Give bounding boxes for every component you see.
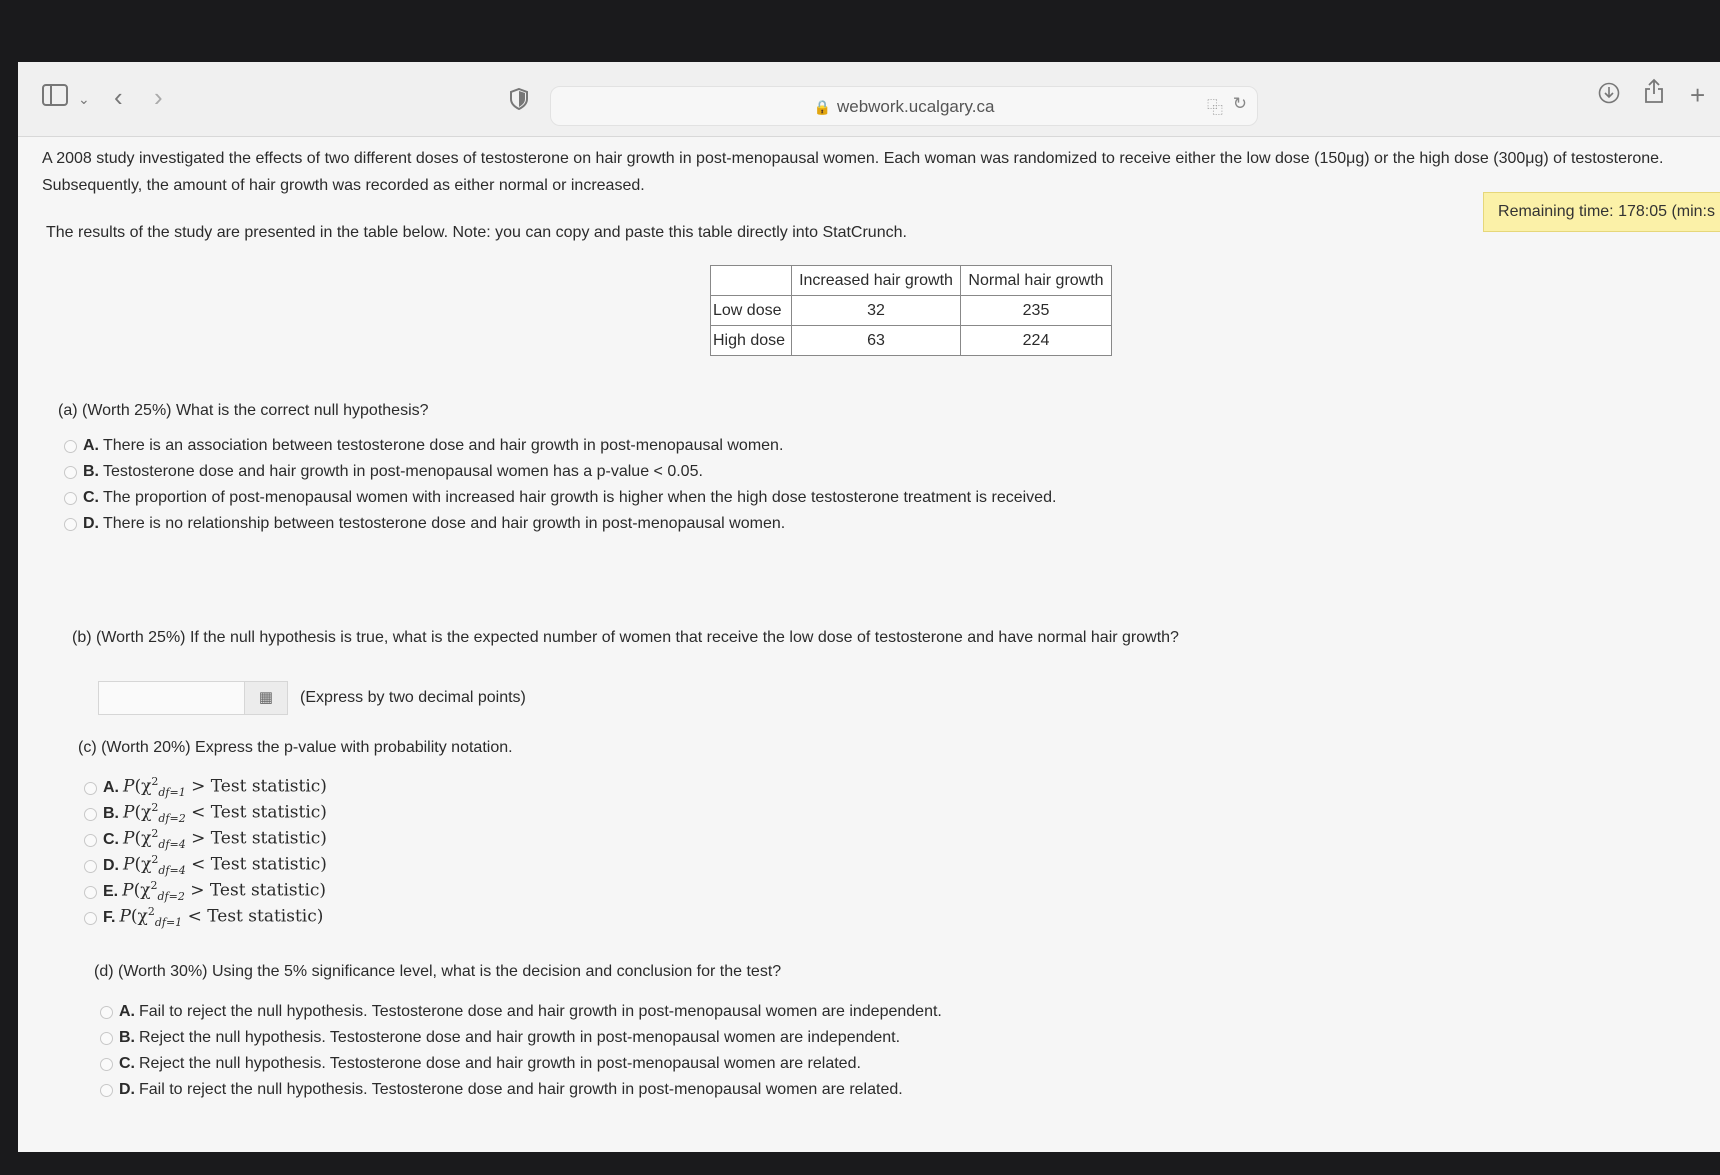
radio-button[interactable] — [84, 912, 97, 925]
radio-button[interactable] — [84, 808, 97, 821]
browser-toolbar — [18, 62, 1720, 137]
forward-icon[interactable]: › — [154, 82, 163, 112]
radio-button[interactable] — [64, 440, 77, 453]
question-a-options — [64, 433, 1056, 537]
option-c-A[interactable]: A. $P(\chi^2_{df=1}$ > Test statistic) — [84, 775, 327, 801]
radio-button[interactable] — [100, 1032, 113, 1045]
webwork-page — [18, 137, 1720, 1152]
option-d-C[interactable]: C. Reject the null hypothesis. Testosterone dose and hair growth in post-menopausal women are related. — [100, 1051, 942, 1077]
row-label: Low dose — [711, 296, 792, 326]
table-header-blank — [711, 266, 792, 296]
row-label: High dose — [711, 326, 792, 356]
radio-button[interactable] — [100, 1006, 113, 1019]
data-table — [710, 265, 1112, 356]
browser-window — [18, 62, 1720, 1152]
reload-icon[interactable]: ↻ — [1232, 94, 1247, 113]
answer-field[interactable] — [98, 681, 288, 715]
radio-button[interactable] — [64, 518, 77, 531]
question-d-prompt: (d) (Worth 30%) Using the 5% significance level, what is the decision and conclusion for the test? — [94, 963, 782, 980]
question-c-options — [84, 775, 327, 931]
table-row — [711, 326, 1112, 356]
option-d-D[interactable]: D. Fail to reject the null hypothesis. Testosterone dose and hair growth in post-menopausal women are related. — [100, 1077, 942, 1103]
table-cell: 63 — [792, 326, 961, 356]
option-a-C[interactable]: C. The proportion of post-menopausal women with increased hair growth is higher when the high dose testosterone treatment is received. — [64, 485, 1056, 511]
translate-icon[interactable]: ⿻ — [1206, 100, 1223, 117]
table-header: Normal hair growth — [961, 266, 1112, 296]
option-c-D[interactable]: D. $P(\chi^2_{df=4}$ < Test statistic) — [84, 853, 327, 879]
lock-icon: 🔒 — [813, 99, 831, 115]
table-cell: 224 — [961, 326, 1112, 356]
option-d-A[interactable]: A. Fail to reject the null hypothesis. Testosterone dose and hair growth in post-menopausal women are independent. — [100, 999, 942, 1025]
download-icon[interactable] — [1598, 82, 1620, 112]
radio-button[interactable] — [84, 782, 97, 795]
option-c-B[interactable]: B. $P(\chi^2_{df=2}$ < Test statistic) — [84, 801, 327, 827]
radio-button[interactable] — [64, 466, 77, 479]
radio-button[interactable] — [84, 834, 97, 847]
radio-button[interactable] — [84, 860, 97, 873]
shield-icon[interactable] — [510, 86, 528, 116]
share-icon[interactable] — [1644, 78, 1664, 110]
back-icon[interactable]: ‹ — [114, 82, 123, 112]
table-cell: 235 — [961, 296, 1112, 326]
equation-editor-icon[interactable]: ▦ — [244, 682, 287, 714]
question-c-prompt: (c) (Worth 20%) Express the p-value with probability notation. — [78, 739, 513, 756]
answer-input[interactable] — [103, 686, 247, 712]
table-row — [711, 296, 1112, 326]
radio-button[interactable] — [84, 886, 97, 899]
option-a-A[interactable]: A. There is an association between testosterone dose and hair growth in post-menopausal women. — [64, 433, 1056, 459]
question-d-options — [100, 999, 942, 1103]
table-header: Increased hair growth — [792, 266, 961, 296]
sidebar-icon[interactable] — [42, 82, 68, 112]
option-a-D[interactable]: D. There is no relationship between testosterone dose and hair growth in post-menopausal women. — [64, 511, 1056, 537]
radio-button[interactable] — [100, 1058, 113, 1071]
plus-icon[interactable]: + — [1690, 80, 1706, 110]
option-c-C[interactable]: C. $P(\chi^2_{df=4}$ > Test statistic) — [84, 827, 327, 853]
question-a-prompt: (a) (Worth 25%) What is the correct null hypothesis? — [58, 402, 429, 419]
option-a-B[interactable]: B. Testosterone dose and hair growth in post-menopausal women has a p-value < 0.05. — [64, 459, 1056, 485]
address-bar[interactable] — [550, 86, 1258, 126]
radio-button[interactable] — [64, 492, 77, 505]
option-c-E[interactable]: E. $P(\chi^2_{df=2}$ > Test statistic) — [84, 879, 327, 905]
table-cell: 32 — [792, 296, 961, 326]
url-text: webwork.ucalgary.ca — [836, 97, 995, 116]
remaining-time-badge: Remaining time: 178:05 (min:s — [1483, 192, 1720, 232]
question-b-prompt: (b) (Worth 25%) If the null hypothesis is true, what is the expected number of women that receive the low dose of testosterone and have normal hair growth? — [72, 629, 1179, 646]
option-c-F[interactable]: F. $P(\chi^2_{df=1}$ < Test statistic) — [84, 905, 327, 931]
radio-button[interactable] — [100, 1084, 113, 1097]
chevron-down-icon[interactable]: ⌄ — [78, 91, 90, 107]
option-d-B[interactable]: B. Reject the null hypothesis. Testosterone dose and hair growth in post-menopausal women are independent. — [100, 1025, 942, 1051]
table-note: The results of the study are presented in the table below. Note: you can copy and paste this table directly into StatCrunch. — [46, 224, 907, 241]
problem-intro: A 2008 study investigated the effects of two different doses of testosterone on hair growth in post-menopausal women. Each woman was randomized to receive either the low dose (150μg) or the high dose (300μg) of testosterone. Subsequently, the amount of hair growth was recorded as either normal or increased. — [42, 150, 1664, 194]
answer-hint: (Express by two decimal points) — [300, 689, 526, 706]
table-header-row — [711, 266, 1112, 296]
